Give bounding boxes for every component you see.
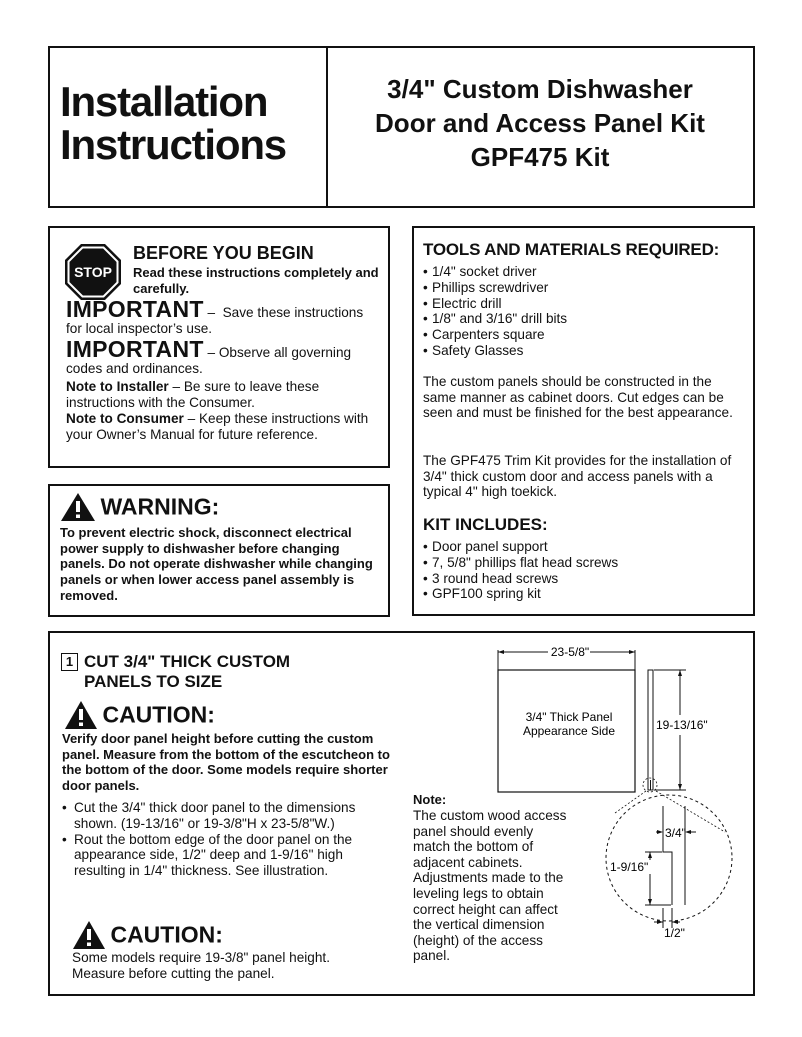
panel-diagram xyxy=(480,640,745,940)
caution-2-heading: CAUTION: xyxy=(110,921,223,948)
caution-1-header xyxy=(64,700,215,730)
caution-1-icon xyxy=(64,700,98,730)
step-number: 1 xyxy=(65,654,74,669)
before-subheading: Read these instructions completely and carefully. xyxy=(133,265,379,296)
caution-2-icon xyxy=(72,920,106,950)
subtitle-line-2: Door and Access Panel Kit xyxy=(375,108,705,138)
caution-2-text: Some models require 19-3/8" panel height. Measure before cutting the panel. xyxy=(72,950,330,981)
note-label: Note: xyxy=(413,792,447,807)
tools-heading: TOOLS AND MATERIALS REQUIRED: xyxy=(423,240,720,259)
thickness-dimension-label: 3/4" xyxy=(665,826,686,840)
panel-section-back xyxy=(663,806,672,905)
step-heading-line-2: PANELS TO SIZE xyxy=(84,672,223,691)
panel-label-line-2: Appearance Side xyxy=(522,724,616,738)
caution-1-text: Verify door panel height before cutting the custom panel. Measure from the bottom of the escutcheon to the bottom of the door. Some models require shorter door panels. xyxy=(62,731,390,794)
note-text: The custom wood access panel should evenly match the bottom of adjacent cabinets. Adjustments made to the leveling legs to obtain correct height can affect the vertical dimension (height) of the access panel. xyxy=(413,808,567,964)
stop-sign-label: STOP xyxy=(74,264,112,280)
kit-list-item: • GPF100 spring kit xyxy=(423,586,743,602)
tools-list xyxy=(423,264,743,359)
rout-height-dimension-label: 1-9/16" xyxy=(610,860,649,874)
installer-text: Be sure to leave these instructions with the Consumer. xyxy=(66,379,320,410)
consumer-text: Keep these instructions with your Owner’s Manual for future reference. xyxy=(66,411,369,442)
before-heading: BEFORE YOU BEGIN xyxy=(133,243,314,263)
warning-icon xyxy=(60,492,96,522)
step-heading-line-1: CUT 3/4" THICK CUSTOM xyxy=(84,652,291,671)
panel-label-line-1: 3/4" Thick Panel xyxy=(525,710,613,724)
caution-2-header xyxy=(72,920,223,950)
title-line-1: Installation xyxy=(60,78,268,125)
step-1-bullets xyxy=(62,800,382,879)
width-arrow-right xyxy=(629,650,635,654)
subtitle-line-3: GPF475 Kit xyxy=(470,142,610,172)
width-arrow-left xyxy=(498,650,504,654)
title-line-2: Instructions xyxy=(60,121,286,168)
detail-circle xyxy=(606,795,732,921)
kit-list-item: • 3 round head screws xyxy=(423,571,743,587)
tools-list-item: • 1/8" and 3/16" drill bits xyxy=(423,311,743,327)
note-to-installer: Note to Installer – Be sure to leave these instructions with the Consumer. xyxy=(66,379,320,410)
tools-list-item: • Carpenters square xyxy=(423,327,743,343)
height-dimension-label: 19-13/16" xyxy=(656,718,708,732)
tools-list-item: • 1/4" socket driver xyxy=(423,264,743,280)
kit-list-item: • 7, 5/8" phillips flat head screws xyxy=(423,555,743,571)
installer-label: Note to Installer xyxy=(66,379,169,394)
note-to-consumer: Note to Consumer – Keep these instructions with your Owner’s Manual for future reference. xyxy=(66,411,369,442)
warning-text: To prevent electric shock, disconnect electrical power supply to dishwasher before changing panels. Do not operate dishwasher while changing panels or when lower access panel assembly is removed. xyxy=(60,525,373,603)
kit-list xyxy=(423,539,743,602)
kit-heading: KIT INCLUDES: xyxy=(423,515,548,534)
caution-1-heading: CAUTION: xyxy=(102,701,215,728)
page-title xyxy=(60,80,286,166)
subtitle-line-1: 3/4" Custom Dishwasher xyxy=(387,74,693,104)
important-1: IMPORTANT – Save these instructions for local inspector’s use. xyxy=(66,296,364,336)
step-1-heading xyxy=(84,652,290,692)
important-2: IMPORTANT – Observe all governing codes and ordinances. xyxy=(66,336,352,376)
tools-paragraph-2: The GPF475 Trim Kit provides for the installation of 3/4" thick custom door and access panels with a typical 4" high toekick. xyxy=(423,453,732,500)
warning-header xyxy=(60,492,219,522)
tools-list-item: • Electric drill xyxy=(423,296,743,312)
panel-side xyxy=(648,670,653,790)
page-subtitle xyxy=(330,72,750,174)
tools-paragraph-1: The custom panels should be constructed in the same manner as cabinet doors. Cut edges can be seen and must be finished for the best appearance. xyxy=(423,374,733,421)
important-1-label: IMPORTANT xyxy=(66,296,204,322)
rout-depth-dimension-label: 1/2" xyxy=(664,926,685,940)
header-divider xyxy=(326,46,328,208)
consumer-label: Note to Consumer xyxy=(66,411,184,426)
step-bullet-item: • Rout the bottom edge of the door panel on the appearance side, 1/2" deep and 1-9/16" high resulting in 1/4" thickness. See illustration. xyxy=(62,832,382,879)
important-2-text: Observe all governing codes and ordinances. xyxy=(66,345,352,376)
important-2-label: IMPORTANT xyxy=(66,336,204,362)
step-bullet-item: • Cut the 3/4" thick door panel to the dimensions shown. (19-13/16" or 19-3/8"H x 23-5/8"W.) xyxy=(62,800,382,832)
tools-list-item: • Safety Glasses xyxy=(423,343,743,359)
tools-list-item: • Phillips screwdriver xyxy=(423,280,743,296)
kit-list-item: • Door panel support xyxy=(423,539,743,555)
important-1-text: Save these instructions for local inspector’s use. xyxy=(66,305,364,336)
step-number-badge xyxy=(61,653,78,671)
warning-heading: WARNING: xyxy=(100,493,220,520)
width-dimension-label: 23-5/8" xyxy=(550,645,590,659)
